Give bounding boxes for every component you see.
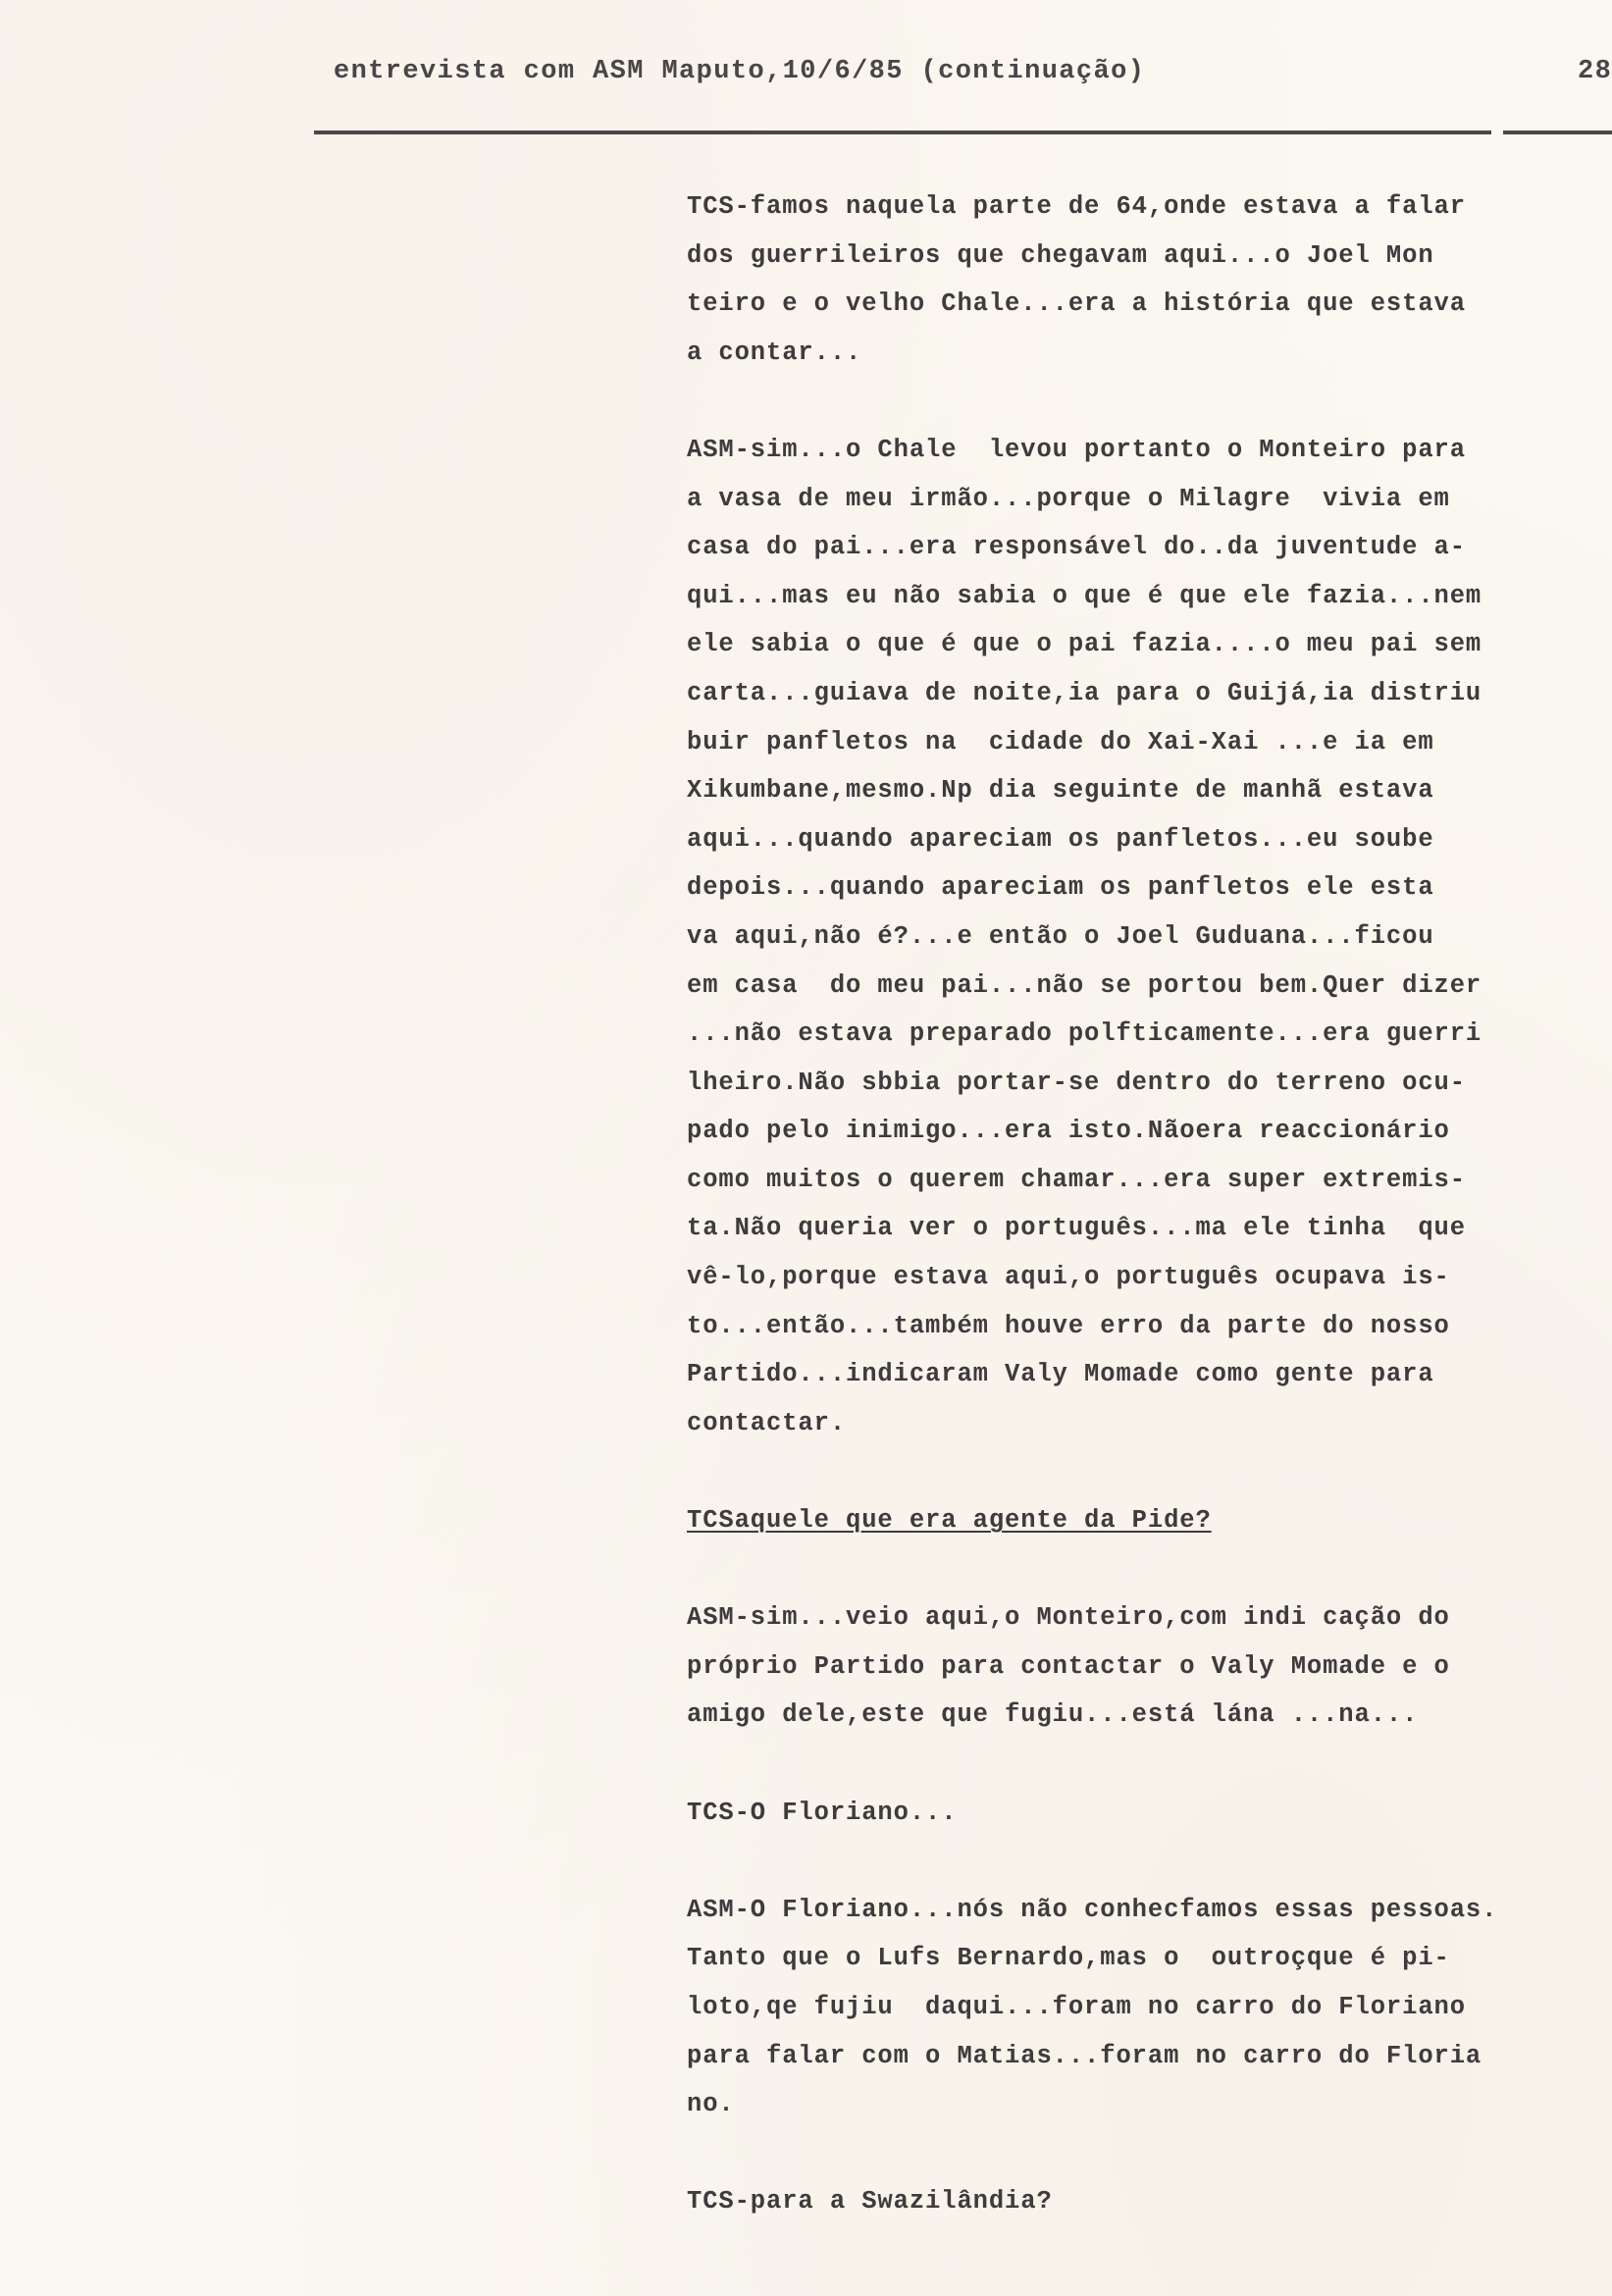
paragraph-tcs-4 [687, 2177, 1575, 2226]
page-header [334, 57, 1612, 86]
paragraph-asm-2 [687, 1593, 1575, 1740]
text-line: amigo dele,este que fugiu...está lána ...na... [687, 1700, 1419, 1730]
paragraph-asm-3 [687, 1886, 1575, 2129]
text-line: ASM-O Floriano...nós não conhecfamos essas pessoas. [687, 1895, 1498, 1924]
text-line: TCS-para a Swazilândia? [687, 2187, 1053, 2217]
text-line: TCSaquele que era agente da Pide? [687, 1506, 1212, 1536]
text-line: buir panfletos na cidade do Xai-Xai ...e ia em [687, 727, 1434, 757]
text-line: depois...quando apareciam os panfletos ele esta [687, 873, 1434, 903]
text-line: a contar... [687, 338, 862, 367]
text-line: casa do pai...era responsável do..da juventude a- [687, 533, 1466, 562]
text-line: pado pelo inimigo...era isto.Nãoera reaccionário [687, 1117, 1450, 1146]
text-line: TCS-famos naquela parte de 64,onde estava a falar [687, 192, 1466, 221]
text-line: qui...mas eu não sabia o que é que ele fazia...nem [687, 581, 1482, 610]
text-line: ta.Não queria ver o português...ma ele tinha que [687, 1214, 1466, 1243]
text-line: TCS-O Floriano... [687, 1798, 958, 1827]
text-line: va aqui,não é?...e então o Joel Guduana...ficou [687, 921, 1434, 951]
text-line: aqui...quando apareciam os panfletos...eu soube [687, 824, 1434, 854]
text-line: ASM-sim...o Chale levou portanto o Monteiro para [687, 435, 1466, 464]
text-line: para falar com o Matias...foram no carro do Floria [687, 2041, 1482, 2070]
text-line: carta...guiava de noite,ia para o Guijá,ia distriu [687, 678, 1482, 707]
text-line: a vasa de meu irmão...porque o Milagre vivia em [687, 484, 1450, 513]
text-line: ele sabia o que é que o pai fazia....o meu pai sem [687, 630, 1482, 659]
text-line: como muitos o querem chamar...era super extremis- [687, 1165, 1466, 1194]
paragraph-tcs-1 [687, 183, 1575, 377]
text-line: contactar. [687, 1408, 847, 1437]
text-line: ...não estava preparado polfticamente...era guerri [687, 1019, 1482, 1049]
text-line: teiro e o velho Chale...era a história que estava [687, 289, 1466, 319]
header-title: entrevista com ASM Maputo,10/6/85 (continuação) [334, 57, 1146, 86]
text-line: lheiro.Não sbbia portar-se dentro do terreno ocu- [687, 1068, 1466, 1097]
transcript-body [687, 183, 1575, 2275]
page-number: 28 [1578, 57, 1612, 86]
header-rule-tail [1503, 130, 1612, 134]
paragraph-tcs-3 [687, 1789, 1575, 1838]
text-line: Xikumbane,mesmo.Np dia seguinte de manhã estava [687, 776, 1434, 806]
text-line: loto,qe fujiu daqui...foram no carro do Floriano [687, 1992, 1466, 2021]
text-line: Partido...indicaram Valy Momade como gente para [687, 1360, 1434, 1389]
text-line: próprio Partido para contactar o Valy Momade e o [687, 1651, 1450, 1681]
text-line: em casa do meu pai...não se portou bem.Quer dizer [687, 970, 1482, 1000]
text-line: to...então...também houve erro da parte do nosso [687, 1311, 1450, 1340]
paragraph-asm-1 [687, 426, 1575, 1447]
text-line: dos guerrileiros que chegavam aqui...o Joel Mon [687, 240, 1434, 270]
header-rule [314, 130, 1491, 134]
paragraph-tcs-2 [687, 1496, 1575, 1545]
text-line: Tanto que o Lufs Bernardo,mas o outroçque é pi- [687, 1944, 1450, 1973]
text-line: vê-lo,porque estava aqui,o português ocupava is- [687, 1263, 1450, 1292]
text-line: no. [687, 2090, 735, 2119]
text-line: ASM-sim...veio aqui,o Monteiro,com indi cação do [687, 1603, 1450, 1633]
